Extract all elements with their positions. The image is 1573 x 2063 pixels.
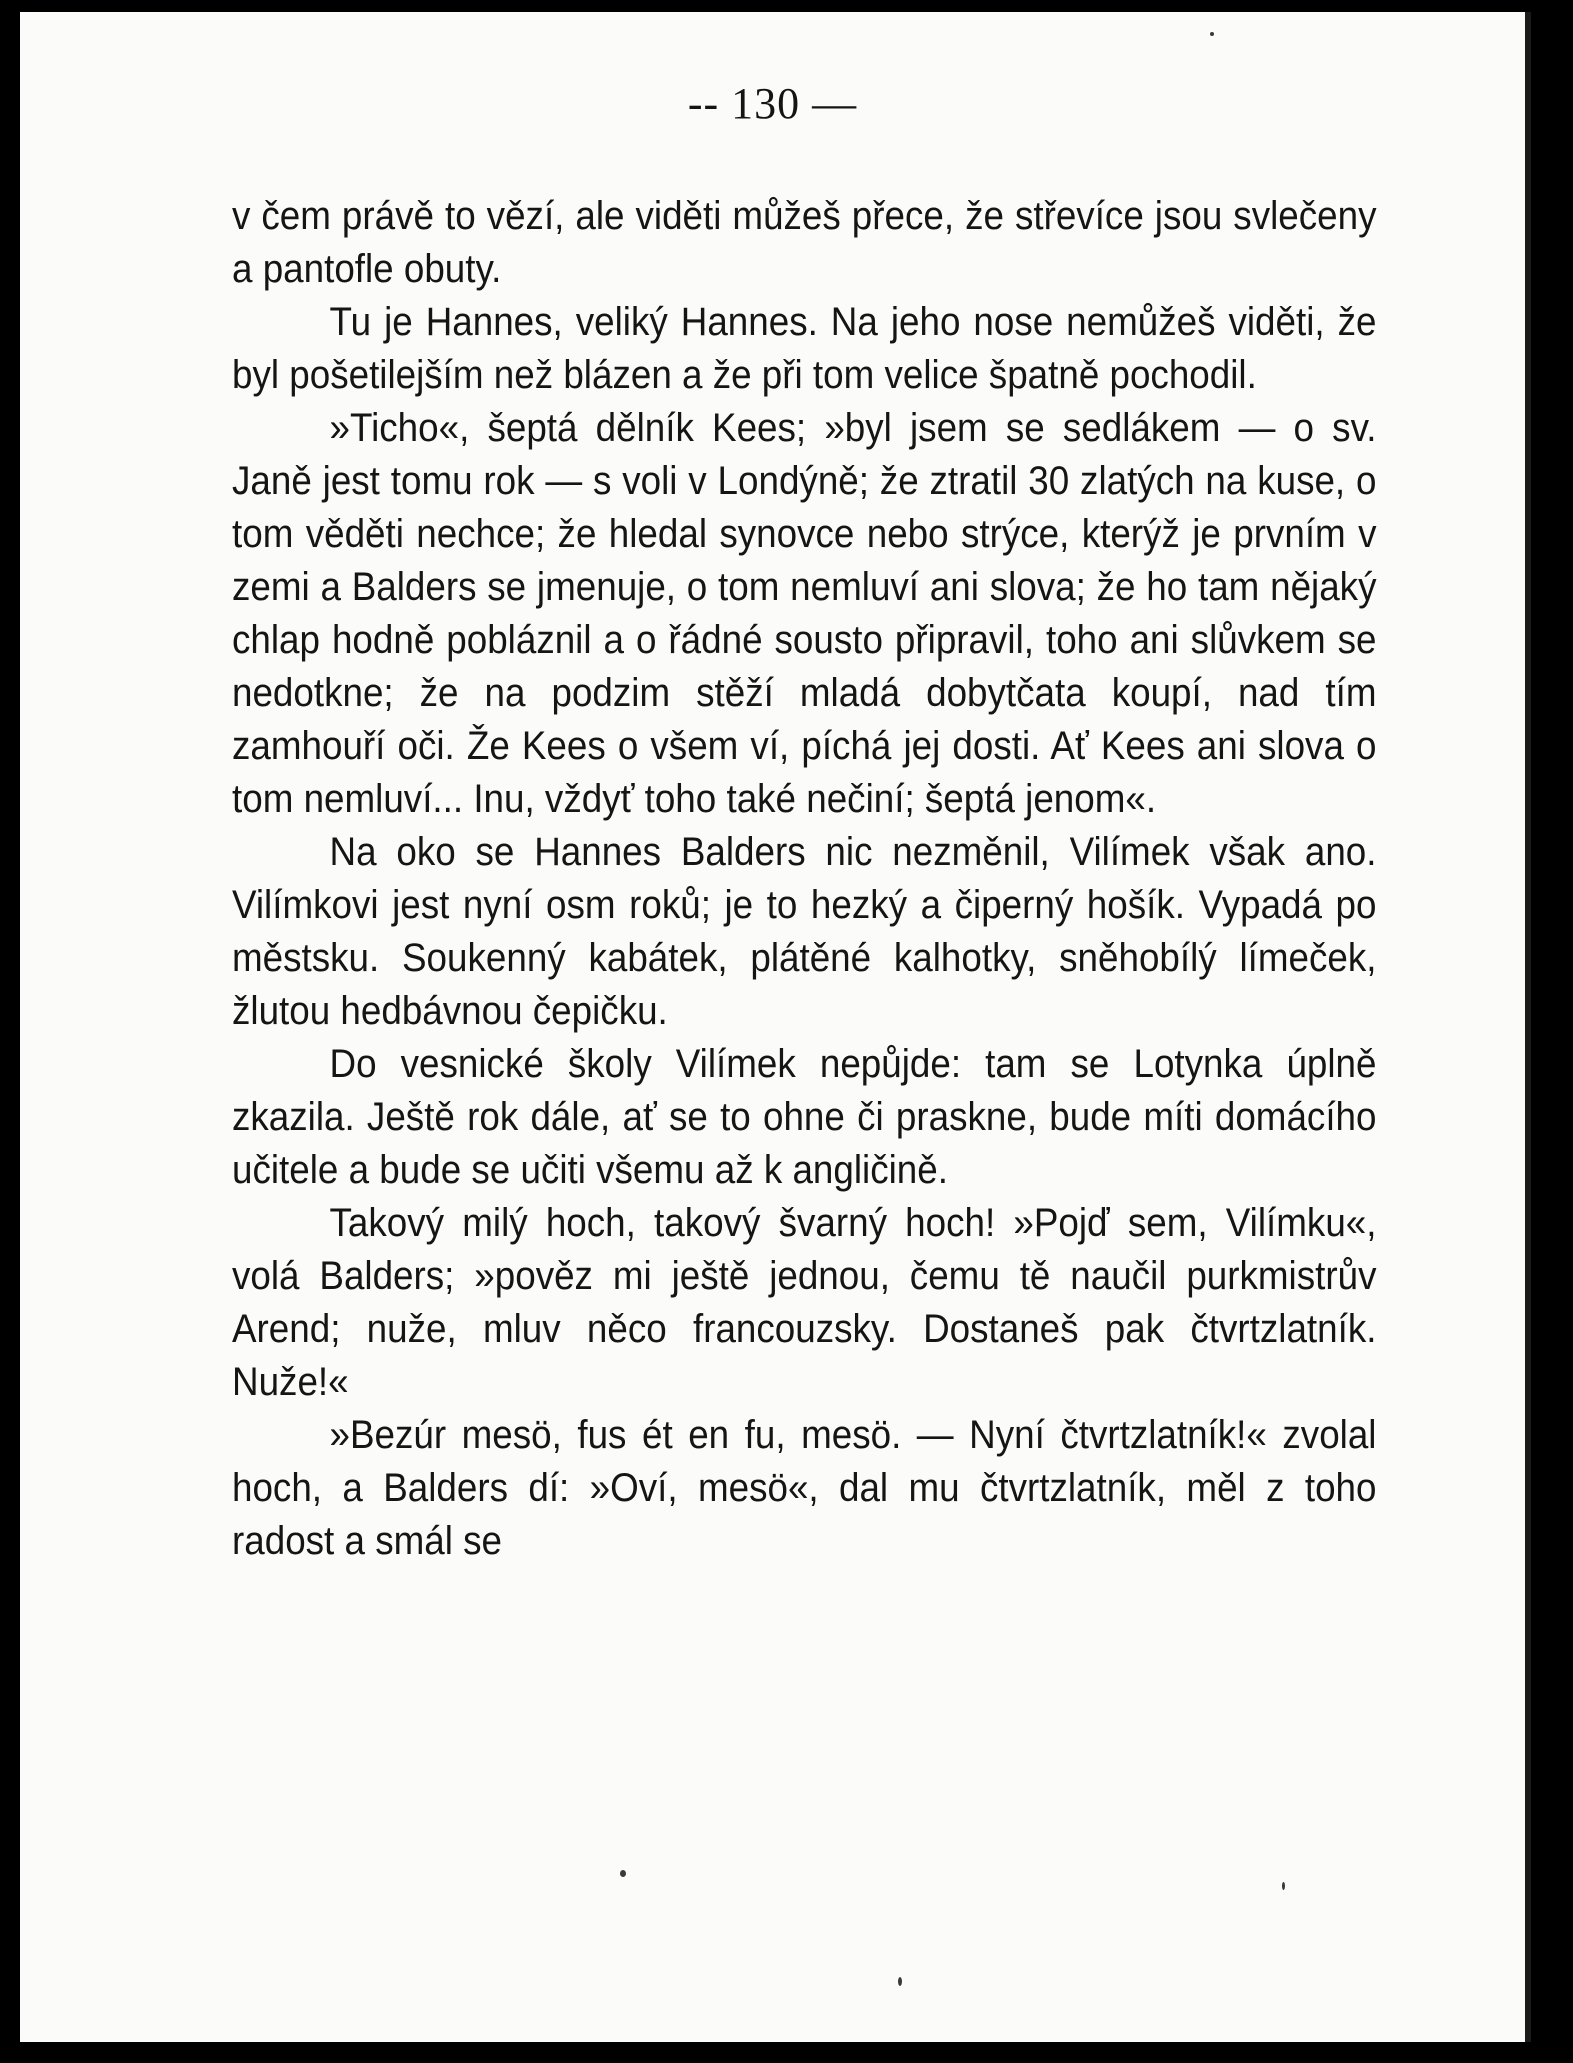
page-number: -- 130 —	[687, 79, 858, 128]
book-page	[20, 12, 1531, 2042]
scan-speck	[1210, 32, 1214, 36]
paragraph: Takový milý hoch, takový švarný hoch! »Pojď sem, Vilímku«, volá Balders; »pověz mi ještě jednou, čemu tě naučil purkmistrův Arend; nuže, mluv něco francouzsky. Dostaneš pak čtvrtzlatník. Nuže!«	[232, 1201, 1377, 1404]
paragraph: »Bezúr mesö, fus ét en fu, mesö. — Nyní čtvrtzlatník!« zvolal hoch, a Balders dí: »Oví, mesö«, dal mu čtvrtzlatník, měl z toho radost a smál se	[232, 1413, 1377, 1563]
paragraph: »Ticho«, šeptá dělník Kees; »byl jsem se sedlákem — o sv. Janě jest tomu rok — s voli v Londýně; že ztratil 30 zlatých na kuse, o tom věděti nechce; že hledal synovce nebo strýce, kterýž je prvním v zemi a Balders se jmenuje, o tom nemluví ani slova; že ho tam nějaký chlap hodně pobláznil a o řádné sousto připravil, toho ani slůvkem se nedotkne; že na podzim stěží mladá dobytčata koupí, nad tím zamhouří oči. Že Kees o všem ví, píchá jej dosti. Ať Kees ani slova o tom nemluví... Inu, vždyť toho také nečiní; šeptá jenom«.	[232, 406, 1377, 821]
paragraph: Do vesnické školy Vilímek nepůjde: tam se Lotynka úplně zkazila. Ještě rok dále, ať se to ohne či praskne, bude míti domácího učitele a bude se učiti všemu až k angličině.	[232, 1042, 1377, 1192]
paragraph: Tu je Hannes, veliký Hannes. Na jeho nose nemůžeš viděti, že byl pošetilejším než blázen a že při tom velice špatně pochodil.	[232, 300, 1377, 397]
scan-speck	[1282, 1882, 1285, 1890]
paragraph: v čem právě to vězí, ale viděti můžeš přece, že střevíce jsou svlečeny a pantofle obuty.	[232, 194, 1377, 291]
paragraph: Na oko se Hannes Balders nic nezměnil, Vilímek však ano. Vilímkovi jest nyní osm roků; je to hezký a čiperný hošík. Vypadá po městsku. Soukenný kabátek, plátěné kalhotky, sněhobílý límeček, žlutou hedbávnou čepičku.	[232, 830, 1377, 1033]
scan-speck	[898, 1977, 902, 1986]
scan-speck	[620, 1870, 626, 1877]
body-text	[232, 190, 1376, 1568]
